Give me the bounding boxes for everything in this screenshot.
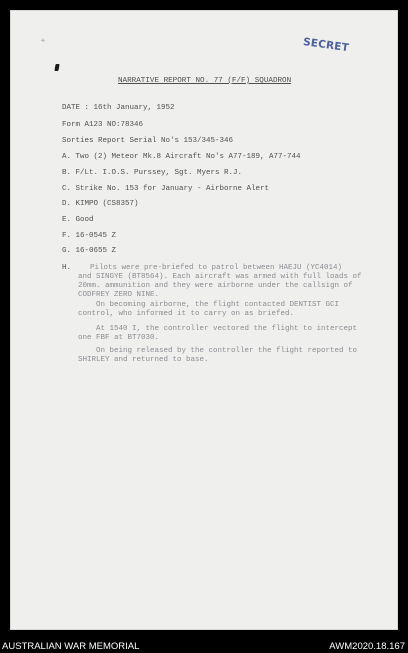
item-c: C. Strike No. 153 for January - Airborne Alert [62,185,270,193]
item-b: B. F/Lt. I.O.S. Purssey, Sgt. Myers R.J. [62,169,243,177]
paragraph-line: On becoming airborne, the flight contacted DENTIST GCI [96,301,340,309]
item-a: A. Two (2) Meteor Mk.8 Aircraft No's A77-189, A77-744 [62,153,301,161]
narrative-paragraph-1 [62,264,372,300]
item-g: G. 16-0655 Z [62,247,117,255]
paragraph-line: CODFREY ZERO NINE. [78,291,160,299]
sorties-line: Sorties Report Serial No's 153/345-346 [62,137,234,145]
paragraph-line: On being released by the controller the flight reported to [96,347,358,355]
narrative-paragraph-4 [62,347,372,365]
paragraph-line: one FBF at BT7030. [78,334,160,342]
paragraph-line: 20mm. ammunition and they were airborne under the callsign of [78,282,353,290]
item-d: D. KIMPO (CS8357) [62,200,139,208]
document-page [10,10,398,630]
paragraph-line: SHIRLEY and returned to base. [78,356,209,364]
narrative-paragraph-3 [62,325,372,343]
narrative-label: H. [62,264,72,272]
secret-stamp: SECRET [302,36,350,55]
paragraph-line: Pilots were pre-briefed to patrol between HAEJU (YC4014) [90,264,343,272]
item-e: E. Good [62,216,94,224]
footer-institution: AUSTRALIAN WAR MEMORIAL [2,641,140,652]
paragraph-line: At 1540 I, the controller vectored the flight to intercept [96,325,358,333]
narrative-paragraph-2 [62,301,372,319]
date-line: DATE : 16th January, 1952 [62,104,175,112]
report-title: NARRATIVE REPORT NO. 77 (F/F) SQUADRON [118,77,292,85]
form-line: Form A123 NO:78346 [62,121,144,129]
footer-accession-number: AWM2020.18.167 [329,641,405,652]
paragraph-line: and SINGYE (BT8564). Each aircraft was armed with full loads of [78,273,362,281]
item-f: F. 16-0545 Z [62,232,117,240]
paper-speck: ✦ [40,37,46,45]
paragraph-line: control, who informed it to carry on as briefed. [78,310,295,318]
